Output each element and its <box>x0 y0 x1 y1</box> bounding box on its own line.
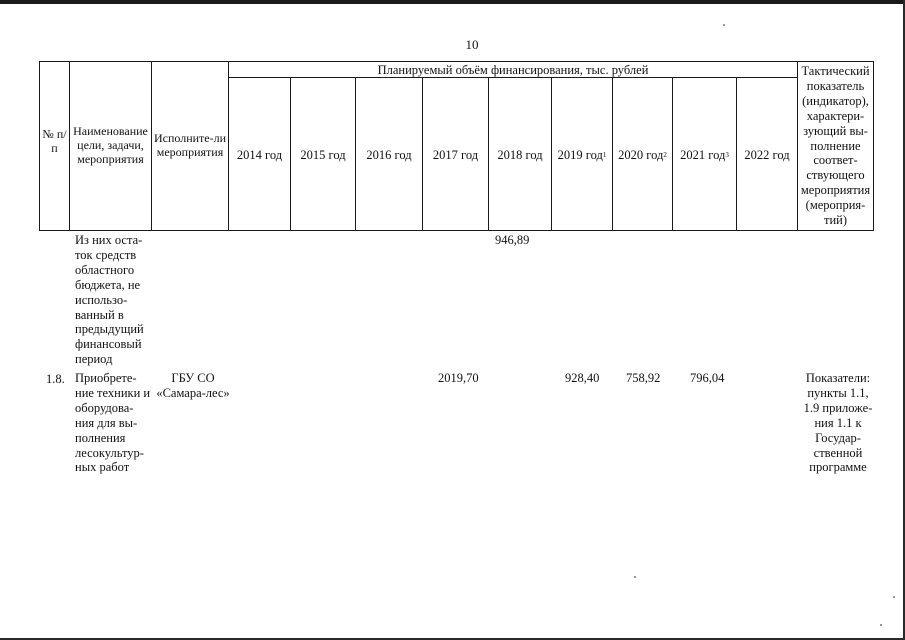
header-financing: Планируемый объём финансирования, тыс. рублей <box>377 62 649 77</box>
table-header <box>39 61 874 231</box>
header-num: № п/п <box>42 127 67 155</box>
header-year-2019: 2019 год 1 <box>557 148 607 162</box>
scan-speck <box>723 24 725 26</box>
header-year-2022: 2022 год <box>744 148 790 162</box>
header-year-2016: 2016 год <box>366 148 412 162</box>
table-row-1-8-value-2017: 2019,70 <box>438 371 479 385</box>
table-row-1-8-value-2021: 796,04 <box>690 371 725 385</box>
table-row-1-8-value-2019: 928,40 <box>565 371 600 385</box>
page-number: 10 <box>465 37 479 52</box>
table-row-1-8-executor: ГБУ СО «Самара-лес» <box>156 371 230 400</box>
header-name: Наименование цели, задачи, мероприятия <box>73 124 148 166</box>
table-row-1-8-indicator: Показатели: пункты 1.1, 1.9 приложе-ния 1.1 к Государ-ственной программе <box>803 371 873 475</box>
table-row-1-8-name: Приобрете-ние техники и оборудова-ния для вы-полнения лесокультур-ных работ <box>75 371 151 475</box>
header-year-2018: 2018 год <box>497 148 543 162</box>
header-executor: Исполните-ли мероприятия <box>153 131 227 159</box>
header-year-2014: 2014 год <box>236 148 283 162</box>
header-year-2020: 2020 год 2 <box>618 148 667 162</box>
header-year-2021: 2021 год 3 <box>680 148 729 162</box>
scan-top-border <box>0 0 905 4</box>
table-row-remainder-name: Из них оста-ток средств областного бюджета, не использо-ванный в предыдущий финансовый период <box>75 233 144 367</box>
table-row-1-8-num: 1.8. <box>46 372 65 386</box>
header-year-2015: 2015 год <box>300 148 346 162</box>
scan-speck <box>880 624 882 626</box>
table-row-remainder-value-2018: 946,89 <box>495 233 530 247</box>
header-indicator: Тактический показатель (индикатор), характери-зующий вы-полнение соответ-ствующего мероприятия (мероприя-тий) <box>800 64 871 228</box>
table-row-1-8-value-2020: 758,92 <box>626 371 661 385</box>
header-year-2017: 2017 год <box>432 148 479 162</box>
scan-speck <box>634 576 636 578</box>
scan-speck <box>893 596 895 598</box>
